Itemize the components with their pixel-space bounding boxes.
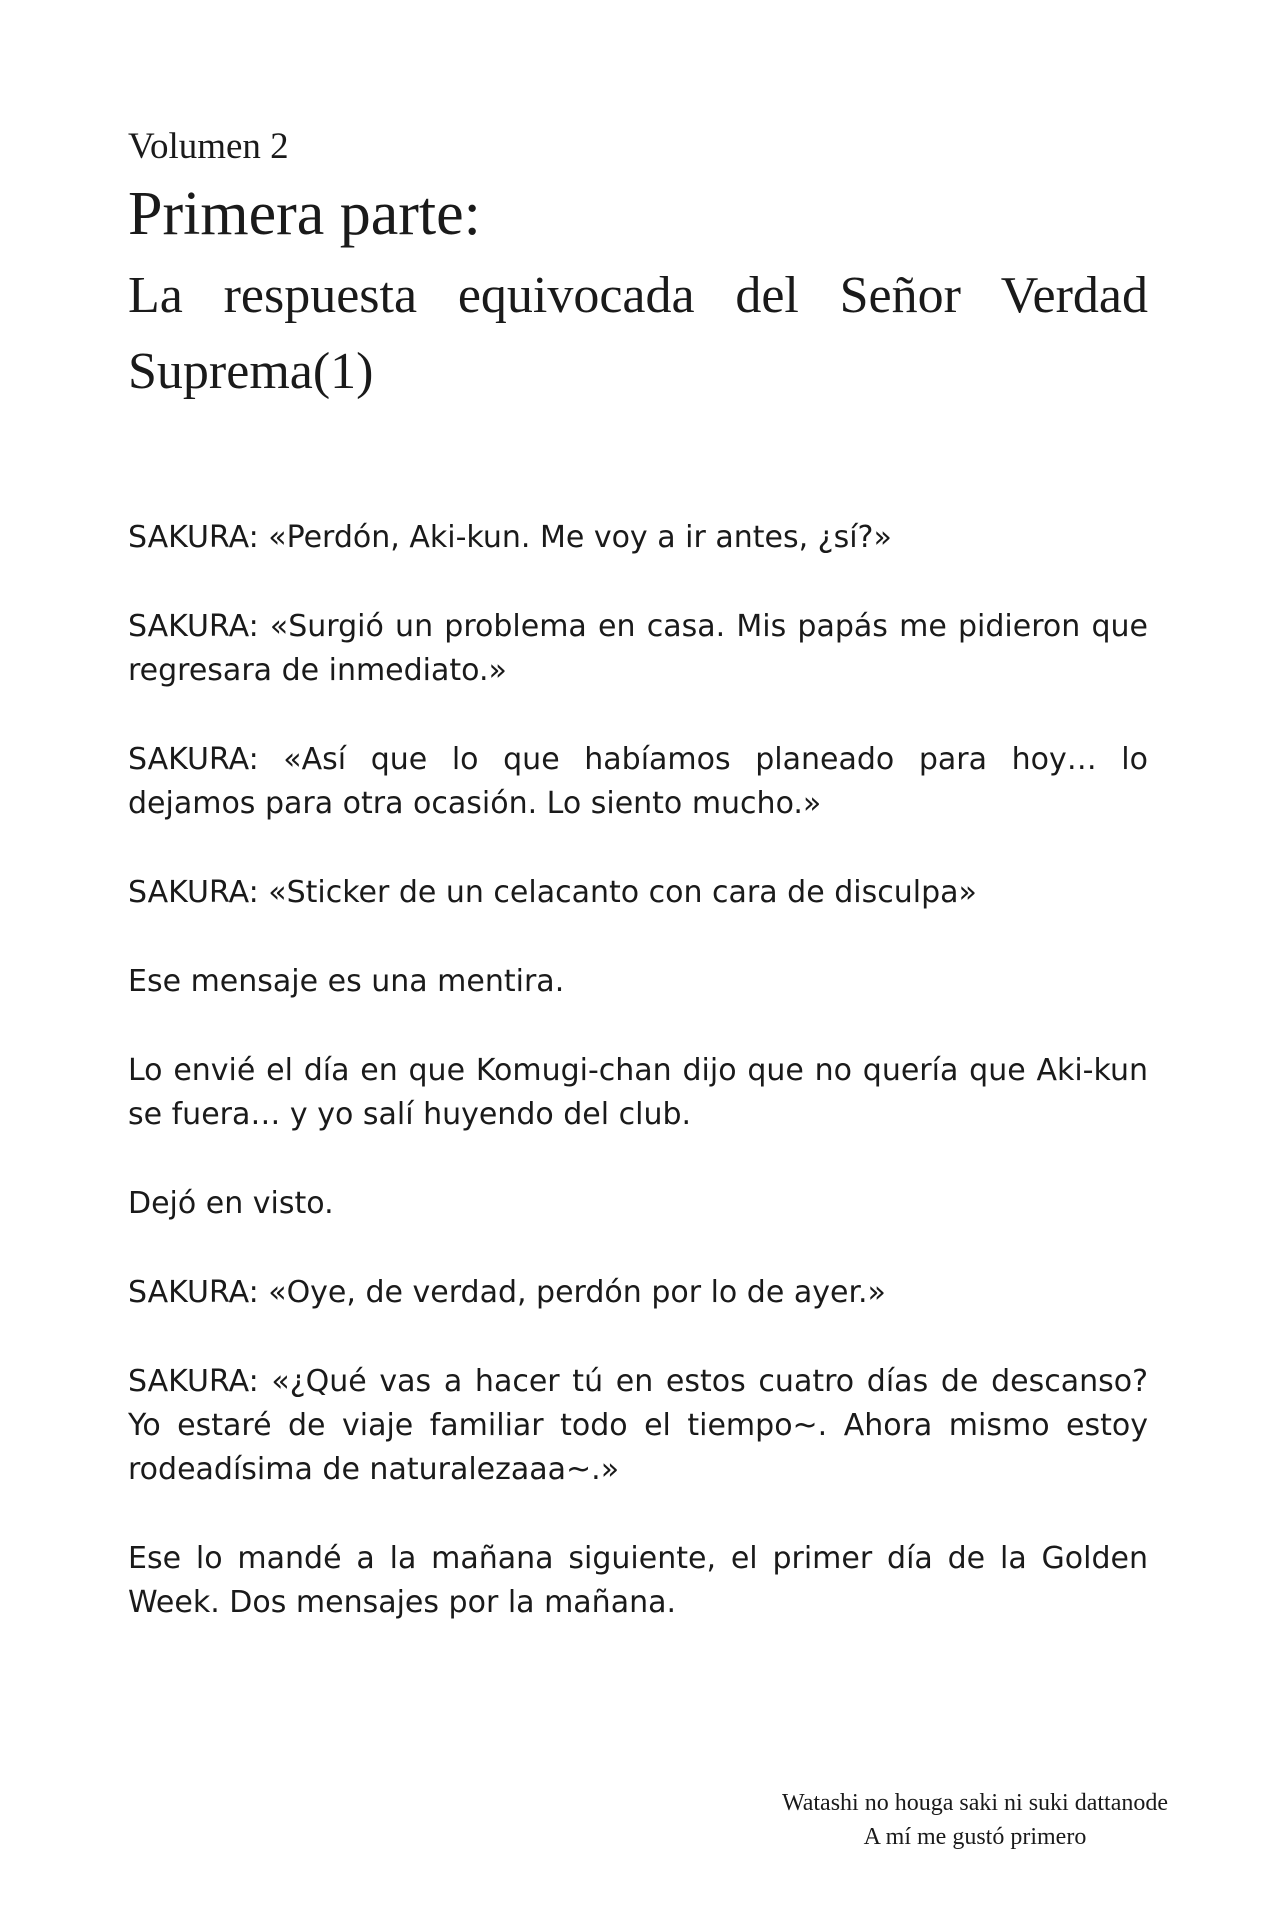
- chapter-title: La respuesta equivocada del Señor Verdad Suprema(1): [128, 267, 1148, 400]
- paragraph: Dejó en visto.: [128, 1186, 334, 1221]
- footer-original-title: Watashi no houga saki ni suki dattanode: [782, 1790, 1168, 1816]
- footer-translated-title: A mí me gustó primero: [863, 1824, 1087, 1850]
- paragraph: Ese lo mandé a la mañana siguiente, el primer día de la Golden Week. Dos mensajes por la mañana.: [128, 1541, 1148, 1620]
- paragraph: SAKURA: «¿Qué vas a hacer tú en estos cuatro días de descanso? Yo estaré de viaje familiar todo el tiempo~. Ahora mismo estoy rodeadísima de naturalezaaa~.»: [128, 1364, 1148, 1487]
- chapter-header: [128, 122, 1148, 410]
- paragraph: SAKURA: «Surgió un problema en casa. Mis papás me pidieron que regresara de inmediato.»: [128, 609, 1148, 688]
- paragraph: SAKURA: «Oye, de verdad, perdón por lo de ayer.»: [128, 1275, 886, 1310]
- paragraph: SAKURA: «Así que lo que habíamos planeado para hoy… lo dejamos para otra ocasión. Lo siento mucho.»: [128, 742, 1148, 821]
- paragraph: Ese mensaje es una mentira.: [128, 964, 565, 999]
- page-footer: [730, 1786, 1220, 1854]
- paragraph: SAKURA: «Perdón, Aki-kun. Me voy a ir antes, ¿sí?»: [128, 520, 892, 555]
- volume-label: Volumen 2: [128, 126, 289, 167]
- body-text: [128, 516, 1148, 1670]
- part-title: Primera parte:: [128, 180, 481, 248]
- paragraph: Lo envié el día en que Komugi-chan dijo que no quería que Aki-kun se fuera… y yo salí huyendo del club.: [128, 1053, 1148, 1132]
- paragraph: SAKURA: «Sticker de un celacanto con cara de disculpa»: [128, 875, 977, 910]
